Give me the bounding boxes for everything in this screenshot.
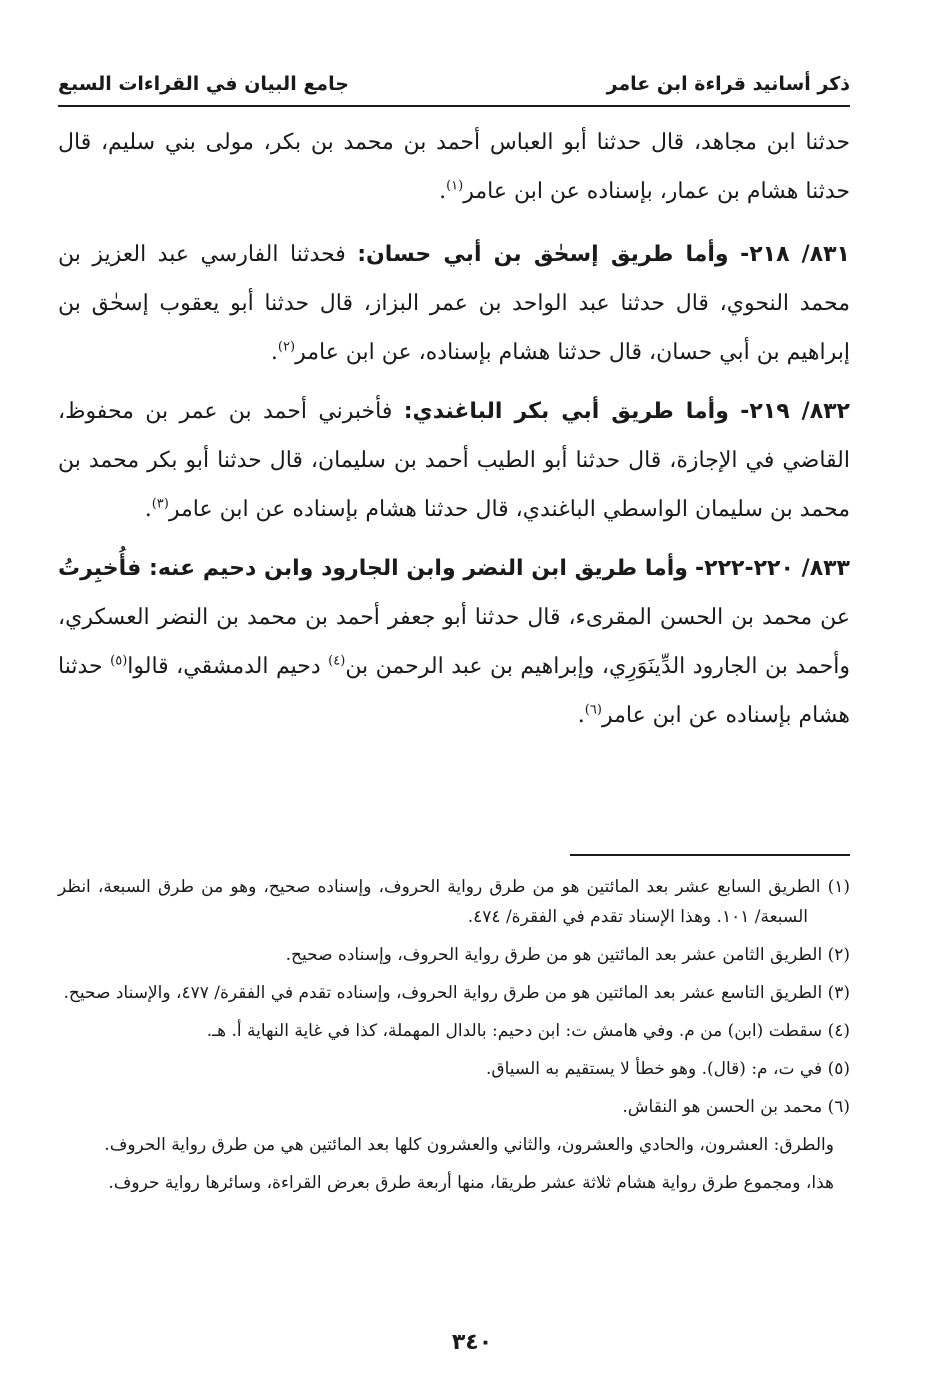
footnote-6: (٦) محمد بن الحسن هو النقاش.	[622, 1097, 850, 1117]
footnote-ref: (٣)	[151, 496, 169, 512]
footnote-ref: (١)	[446, 178, 464, 194]
footnote-2: (٢) الطريق الثامن عشر بعد المائتين هو من طرق رواية الحروف، وإسناده صحيح.	[285, 945, 850, 965]
paragraph-833	[58, 544, 850, 740]
footnote-note-2: هذا، ومجموع طرق رواية هشام ثلاثة عشر طريقا، منها أربعة طرق بعرض القراءة، وسائرها رواية حروف.	[108, 1173, 834, 1193]
paragraph-end: .	[270, 340, 278, 365]
footnote-ref: (٢)	[277, 339, 296, 355]
paragraph-text: دحيم الدمشقي، قالوا	[127, 654, 321, 679]
header-divider	[58, 105, 850, 107]
paragraph-832	[58, 387, 850, 534]
footnote-ref: (٤)	[328, 653, 346, 669]
footnote-note-1: والطرق: العشرون، والحادي والعشرون، والثاني والعشرون كلها بعد المائتين هي من طرق رواية الحروف.	[104, 1135, 834, 1155]
header-chapter-title: ذكر أسانيد قراءة ابن عامر	[606, 73, 850, 95]
paragraph-heading: وأما طريق أبي بكر الباغندي:	[403, 399, 729, 424]
paragraph-text: حدثنا ابن مجاهد، قال حدثنا أبو العباس أحمد بن محمد بن بكر، مولى بني سليم، قال حدثنا هشام بن عمار، بإسناده عن ابن عامر	[58, 130, 850, 204]
footnote-3: (٣) الطريق التاسع عشر بعد المائتين هو من طرق رواية الحروف، وإسناده تقدم في الفقرة/ ٤٧٧، والإسناد صحيح.	[63, 983, 850, 1003]
paragraph-831	[58, 230, 850, 377]
header-book-title: جامع البيان في القراءات السبع	[58, 73, 349, 95]
paragraph-number: ٨٣٣/ ٢٢٠-٢٢٢-	[695, 556, 850, 581]
paragraph-text: عن محمد بن الحسن المقرىء، قال حدثنا أبو جعفر أحمد بن محمد بن النضر العسكري، وأحمد بن الجارود الدِّينَوَرِي، وإبراهيم بن عبد الرحمن بن	[58, 605, 850, 679]
paragraph-heading: وأما طريق ابن النضر وابن الجارود وابن دحيم عنه: فأُخبِرتُ	[58, 556, 688, 581]
page-number: ٣٤٠	[451, 1330, 493, 1355]
paragraph-end: .	[144, 497, 152, 522]
footnote-5: (٥) في ت، م: (قال). وهو خطأ لا يستقيم به السياق.	[486, 1059, 850, 1079]
paragraph-number: ٨٣١/ ٢١٨-	[740, 242, 850, 267]
footnote-4: (٤) سقطت (ابن) من م. وفي هامش ت: ابن دحيم: بالدال المهملة، كذا في غاية النهاية أ. هـ.	[206, 1021, 850, 1041]
footnote-ref: (٥)	[110, 653, 128, 669]
paragraph-continuation	[58, 118, 850, 216]
paragraph-text: حدثنا هشام بإسناده عن ابن عامر	[58, 654, 850, 728]
paragraph-number: ٨٣٢/ ٢١٩-	[740, 399, 850, 424]
paragraph-end: .	[577, 703, 585, 728]
paragraph-text: فحدثنا الفارسي عبد العزيز بن محمد النحوي، قال حدثنا عبد الواحد بن عمر البزاز، قال حدثنا أبو يعقوب إسحٰق بن إبراهيم بن أبي حسان، قال حدثنا هشام بإسناده، عن ابن عامر	[58, 242, 850, 365]
footnote-ref: (٦)	[584, 702, 602, 718]
paragraph-heading: وأما طريق إسحٰق بن أبي حسان:	[357, 242, 729, 267]
paragraph-text: فأخبرني أحمد بن عمر بن محفوظ، القاضي في الإجازة، قال حدثنا أبو الطيب أحمد بن سليمان، قال حدثنا أبو بكر محمد بن محمد بن سليمان الواسطي الباغندي، قال حدثنا هشام بإسناده عن ابن عامر	[58, 399, 850, 522]
main-text	[58, 118, 850, 750]
footnote-divider	[570, 854, 850, 856]
running-header	[58, 64, 850, 104]
paragraph-end: .	[439, 179, 447, 204]
footnotes	[58, 872, 850, 1206]
footnote-1: (١) الطريق السابع عشر بعد المائتين هو من طرق رواية الحروف، وإسناده صحيح، وهو من طرق السبعة، انظر السبعة/ ١٠١. وهذا الإسناد تقدم في الفقرة/ ٤٧٤.	[58, 877, 850, 927]
